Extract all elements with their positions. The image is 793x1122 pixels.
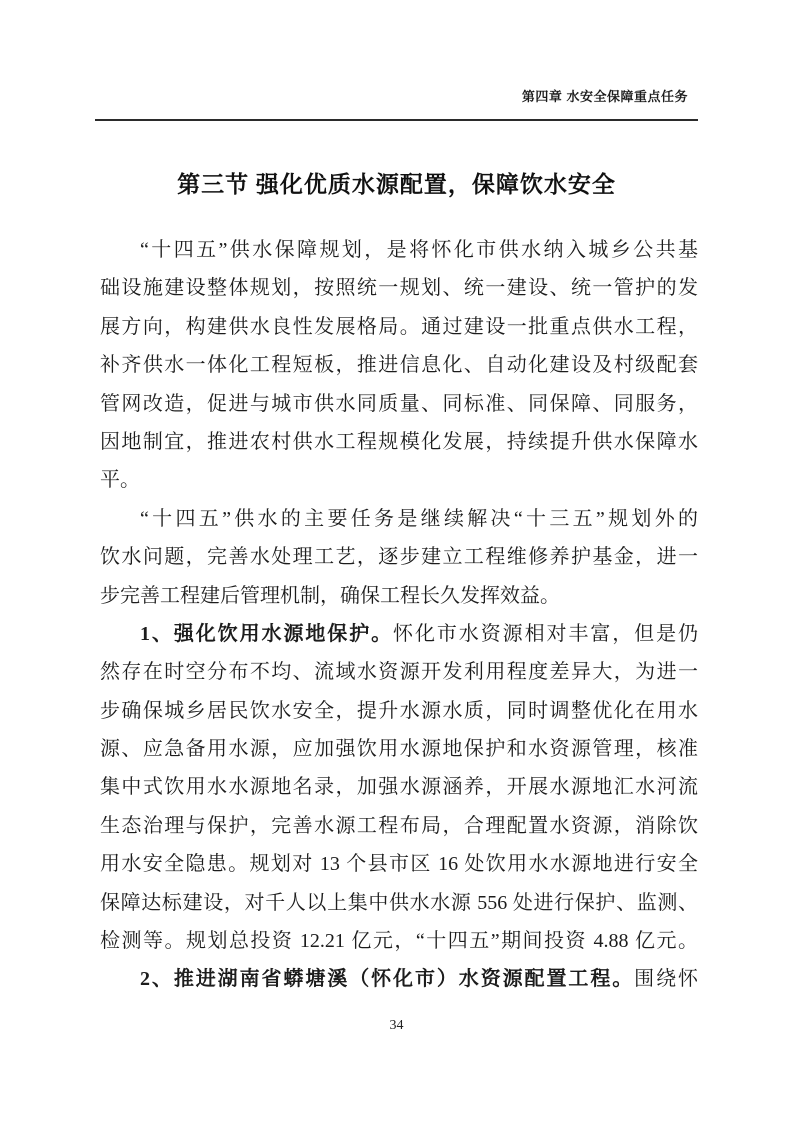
paragraph-1-line-4: 补齐供水一体化工程短板，推进信息化、自动化建设及村级配套	[100, 354, 698, 377]
paragraph-1-line-5: 管网改造，促进与城市供水同质量、同标准、同保障、同服务，	[100, 392, 698, 415]
paragraph-1-line-1: “十四五”供水保障规划，是将怀化市供水纳入城乡公共基	[140, 239, 698, 261]
paragraph-3-line-5: 集中式饮用水水源地名录，加强水源涵养，开展水源地汇水河流	[100, 776, 698, 799]
paragraph-3-line-6: 生态治理与保护，完善水源工程布局，合理配置水资源，消除饮	[100, 814, 698, 837]
chapter-header: 第四章 水安全保障重点任务	[521, 89, 688, 104]
paragraph-3-line-4: 源、应急备用水源，应加强饮用水源地保护和水资源管理，核准	[100, 738, 698, 761]
paragraph-4-lead-rest: 围绕怀	[634, 968, 699, 991]
paragraph-3-line-3: 步确保城乡居民饮水安全，提升水源水质，同时调整优化在用水	[100, 699, 698, 722]
paragraph-3-lead-bold: 1、强化饮用水源地保护。	[140, 622, 394, 645]
paragraph-3-lead-rest: 怀化市水资源相对丰富，但是仍	[393, 622, 699, 645]
paragraph-3-line-9: 检测等。规划总投资 12.21 亿元，“十四五”期间投资 4.88 亿元。	[100, 930, 698, 953]
paragraph-2-line-2: 饮水问题，完善水处理工艺，逐步建立工程维修养护基金，进一	[100, 546, 698, 569]
paragraph-1-line-6: 因地制宜，推进农村供水工程规模化发展，持续提升供水保障水	[100, 430, 698, 453]
paragraph-3-line-7: 用水安全隐患。规划对 13 个县市区 16 处饮用水水源地进行安全	[100, 853, 698, 876]
paragraph-3-line-2: 然存在时空分布不均、流域水资源开发利用程度差异大，为进一	[100, 661, 698, 684]
paragraph-2-line-3: 步完善工程建后管理机制，确保工程长久发挥效益。	[100, 584, 560, 607]
paragraph-1-line-2: 础设施建设整体规划，按照统一规划、统一建设、统一管护的发	[100, 277, 698, 300]
paragraph-1-line-3: 展方向，构建供水良性发展格局。通过建设一批重点供水工程，	[100, 315, 698, 338]
page-number: 34	[389, 1018, 404, 1033]
document-body	[100, 231, 698, 999]
paragraph-4-lead-bold: 2、推进湖南省蟒塘溪（怀化市）水资源配置工程。	[140, 968, 635, 991]
header-divider	[95, 119, 698, 121]
section-title: 第三节 强化优质水源配置，保障饮水安全	[177, 172, 616, 197]
paragraph-3-line-8: 保障达标建设，对千人以上集中供水水源 556 处进行保护、监测、	[100, 891, 698, 914]
paragraph-1-line-7: 平。	[100, 469, 140, 492]
paragraph-4-line-1	[100, 960, 698, 998]
paragraph-3-line-1	[100, 615, 698, 653]
paragraph-2-line-1: “十四五”供水的主要任务是继续解决“十三五”规划外的	[140, 507, 698, 530]
